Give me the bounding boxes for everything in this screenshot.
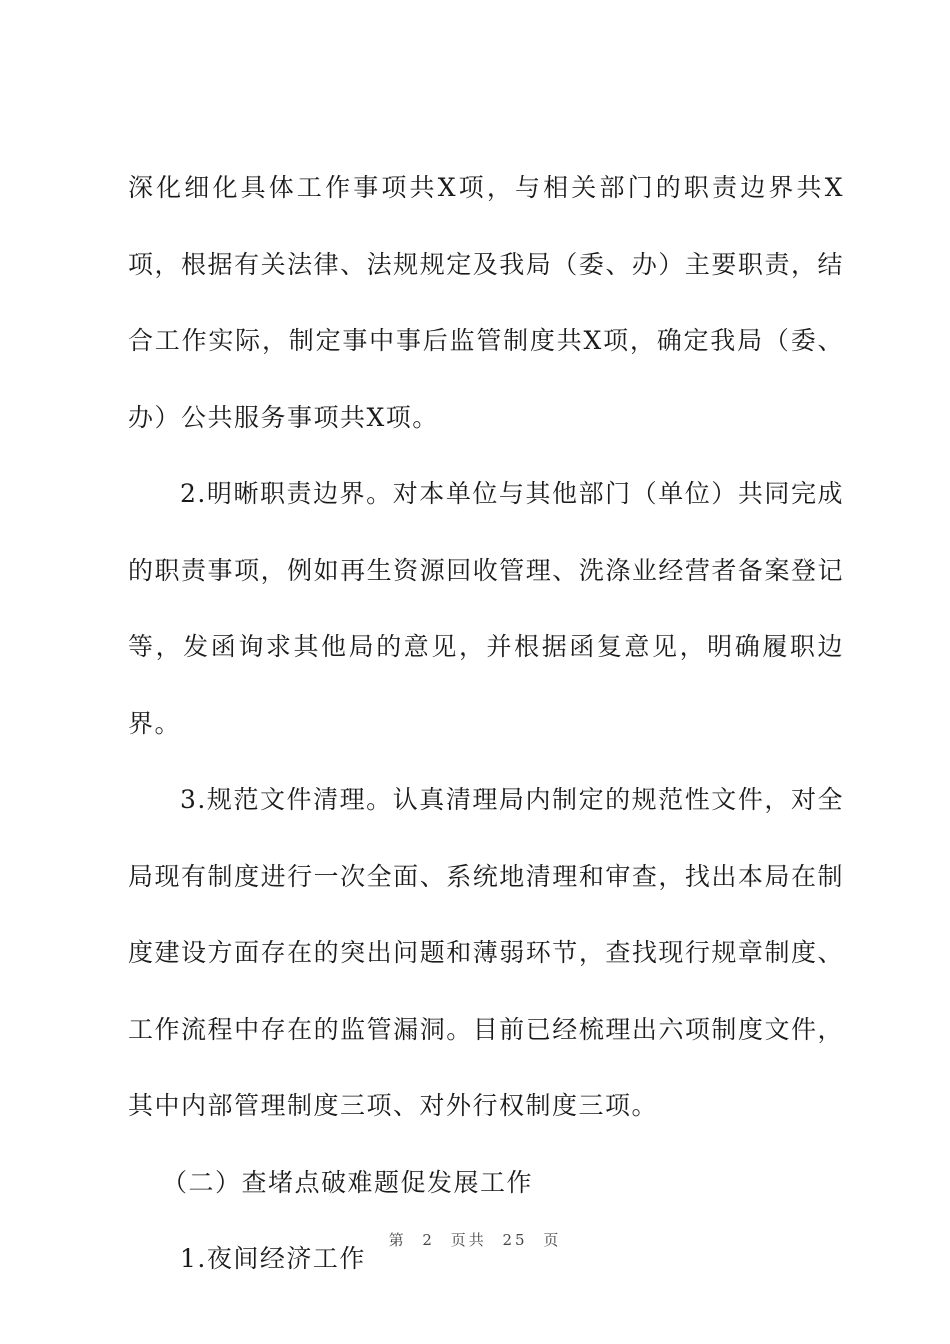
document-body <box>128 150 844 1298</box>
subsection-heading: 1.夜间经济工作 <box>180 1244 366 1273</box>
paragraph-document-cleanup: 3.规范文件清理。认真清理局内制定的规范性文件，对全局现有制度进行一次全面、系统地清理和审查，找出本局在制度建设方面存在的突出问题和薄弱环节，查找现行规章制度、工作流程中存在的监管漏洞。目前已经梳理出六项制度文件，其中内部管理制度三项、对外行权制度三项。 <box>128 785 844 1120</box>
page-footer: 第 2 页共 25 页 <box>388 1231 562 1249</box>
section-heading: （二）查堵点破难题促发展工作 <box>162 1167 534 1197</box>
paragraph-continuation: 深化细化具体工作事项共X项，与相关部门的职责边界共X项，根据有关法律、法规规定及我局（委、办）主要职责，结合工作实际，制定事中事后监管制度共X项，确定我局（委、办）公共服务事项共X项。 <box>128 173 844 432</box>
paragraph-clarify-responsibilities: 2.明晰职责边界。对本单位与其他部门（单位）共同完成的职责事项，例如再生资源回收管理、洗涤业经营者备案登记等，发函询求其他局的意见，并根据函复意见，明确履职边界。 <box>128 479 844 738</box>
